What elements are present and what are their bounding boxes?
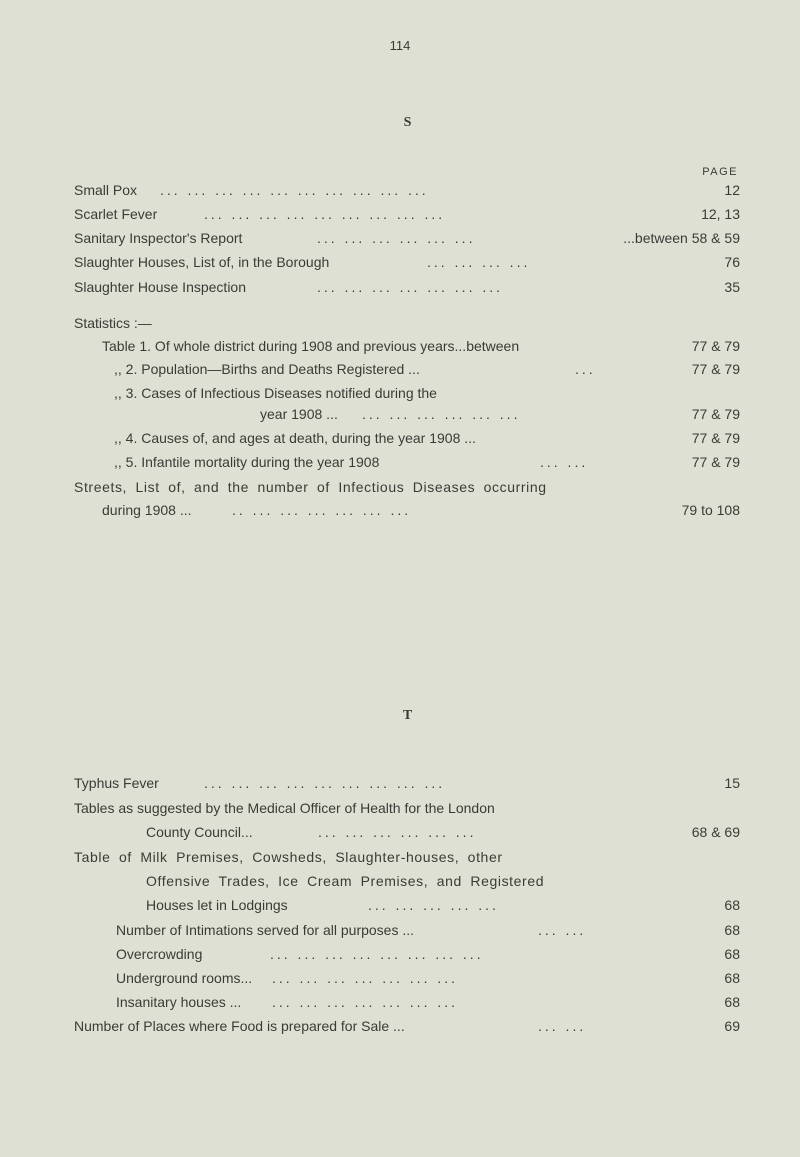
index-entry	[0, 822, 800, 842]
entry-label: Houses let in Lodgings	[146, 897, 288, 913]
leader-dots: ... ... ... ... ... ... ...	[317, 279, 504, 295]
page-column-header: PAGE	[702, 166, 738, 178]
entry-label: Insanitary houses ...	[116, 994, 242, 1010]
leader-dots: ... ...	[540, 454, 589, 470]
entry-page: 68	[724, 897, 740, 913]
entry-page: 35	[724, 279, 740, 295]
entry-label: Small Pox	[74, 182, 138, 198]
entry-label: ,, 2. Population—Births and Deaths Registered ...	[114, 361, 420, 377]
entry-page: 68	[724, 946, 740, 962]
entry-label: ,, 4. Causes of, and ages at death, during the year 1908 ...	[114, 430, 476, 446]
index-entry	[0, 252, 800, 272]
index-entry	[0, 944, 800, 964]
entry-page: 15	[724, 775, 740, 791]
entry-page: 69	[724, 1018, 740, 1034]
entry-label: Table 1. Of whole district during 1908 and previous years...between	[102, 338, 520, 354]
entry-label: Slaughter Houses, List of, in the Borough	[74, 254, 330, 270]
leader-dots: ... ... ... ... ... ...	[318, 824, 477, 840]
page-number: 114	[389, 38, 411, 53]
leader-dots: .. ... ... ... ... ... ...	[232, 502, 412, 518]
leader-dots: ... ... ... ... ... ... ... ... ... ...	[160, 182, 429, 198]
entry-page: 12	[724, 182, 740, 198]
index-entry	[0, 798, 800, 818]
entry-label: year 1908 ...	[260, 406, 338, 422]
entry-page: 77 & 79	[691, 454, 740, 470]
entry-label: Slaughter House Inspection	[74, 279, 246, 295]
entry-page: 77 & 79	[691, 361, 740, 377]
index-entry	[0, 968, 800, 988]
entry-label: Tables as suggested by the Medical Officer of Health for the London	[74, 800, 495, 816]
index-entry	[0, 277, 800, 297]
index-entry	[0, 313, 800, 333]
index-entry	[0, 895, 800, 915]
entry-page: 77 & 79	[691, 406, 740, 422]
entry-label: during 1908 ...	[102, 502, 192, 518]
entry-page: 68	[724, 970, 740, 986]
leader-dots: ... ...	[538, 1018, 587, 1034]
leader-dots: ... ... ... ... ... ... ... ...	[270, 946, 484, 962]
entry-label: Table of Milk Premises, Cowsheds, Slaughter-houses, other	[74, 849, 503, 865]
index-entry	[0, 452, 800, 472]
leader-dots: ...	[575, 361, 596, 377]
index-entry	[0, 359, 800, 379]
leader-dots: ... ... ... ... ... ...	[362, 406, 521, 422]
entry-page: ...between 58 & 59	[623, 230, 740, 246]
index-entry	[0, 773, 800, 793]
entry-label: Sanitary Inspector's Report	[74, 230, 243, 246]
index-entry	[0, 336, 800, 356]
leader-dots: ... ... ... ...	[427, 254, 531, 270]
index-entry	[0, 920, 800, 940]
entry-label: Scarlet Fever	[74, 206, 158, 222]
index-entry	[0, 871, 800, 891]
entry-label: Number of Places where Food is prepared for Sale ...	[74, 1018, 405, 1034]
entry-label: Underground rooms...	[116, 970, 253, 986]
index-entry	[0, 500, 800, 520]
entry-label: Statistics :—	[74, 315, 152, 331]
entry-label: County Council...	[146, 824, 253, 840]
index-entry	[0, 428, 800, 448]
index-entry	[0, 180, 800, 200]
index-entry	[0, 992, 800, 1012]
leader-dots: ... ... ... ... ... ... ... ... ...	[204, 775, 446, 791]
entry-label: Typhus Fever	[74, 775, 159, 791]
leader-dots: ... ...	[538, 922, 587, 938]
entry-label: Offensive Trades, Ice Cream Premises, and Registered	[146, 873, 545, 889]
entry-page: 76	[724, 254, 740, 270]
entry-label: Number of Intimations served for all purposes ...	[116, 922, 415, 938]
entry-page: 77 & 79	[691, 430, 740, 446]
index-entry	[0, 383, 800, 403]
entry-label: ,, 3. Cases of Infectious Diseases notified during the	[114, 385, 437, 401]
entry-label: Streets, List of, and the number of Infectious Diseases occurring	[74, 479, 547, 495]
entry-label: Overcrowding	[116, 946, 203, 962]
index-entry	[0, 228, 800, 248]
leader-dots: ... ... ... ... ... ... ...	[272, 994, 459, 1010]
entry-page: 77 & 79	[691, 338, 740, 354]
section-letter-s: S	[403, 115, 412, 130]
leader-dots: ... ... ... ... ... ...	[317, 230, 476, 246]
section-letter-t: T	[402, 708, 413, 723]
index-entry	[0, 847, 800, 867]
leader-dots: ... ... ... ... ... ... ... ... ...	[204, 206, 446, 222]
entry-page: 12, 13	[701, 206, 740, 222]
entry-page: 68 & 69	[691, 824, 740, 840]
leader-dots: ... ... ... ... ...	[368, 897, 499, 913]
entry-page: 79 to 108	[681, 502, 740, 518]
leader-dots: ... ... ... ... ... ... ...	[272, 970, 459, 986]
entry-page: 68	[724, 922, 740, 938]
index-entry	[0, 404, 800, 424]
index-entry	[0, 1016, 800, 1036]
entry-label: ,, 5. Infantile mortality during the year 1908	[114, 454, 380, 470]
entry-page: 68	[724, 994, 740, 1010]
index-entry	[0, 477, 800, 497]
index-entry	[0, 204, 800, 224]
